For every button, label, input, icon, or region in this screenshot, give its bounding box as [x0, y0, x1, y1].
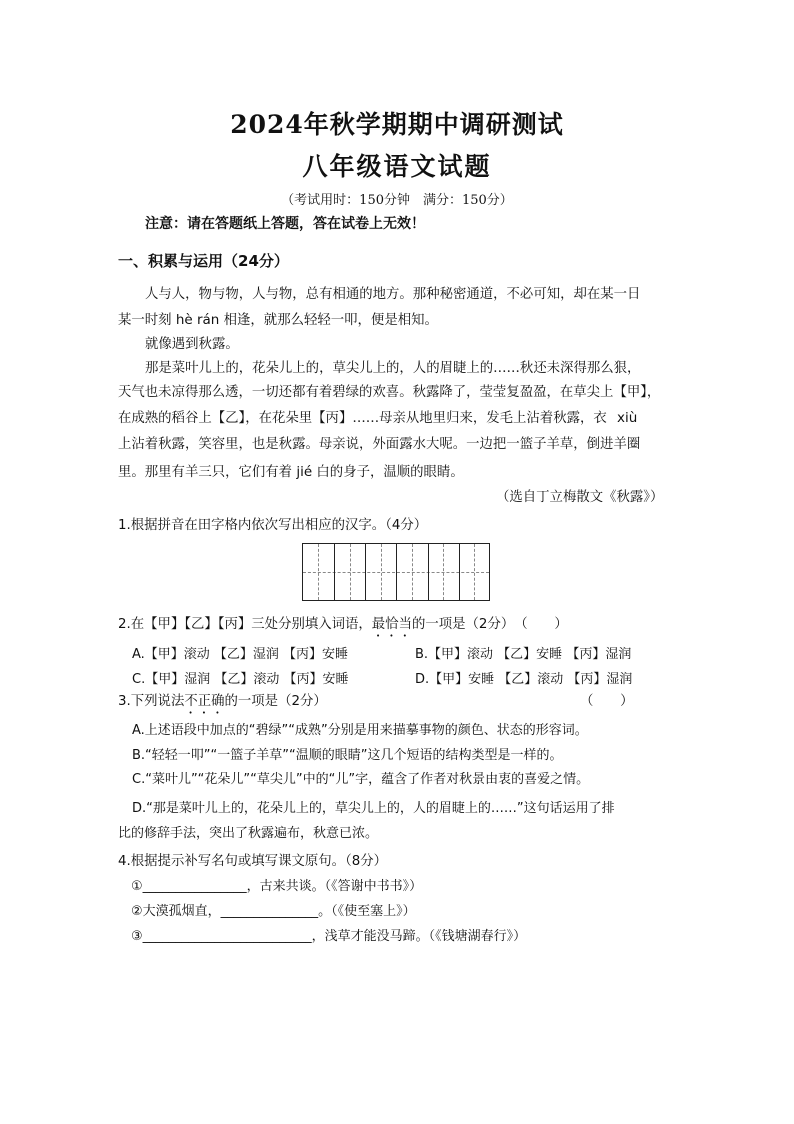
grid-divider [428, 544, 429, 600]
passage-line: 那是菜叶儿上的，花朵儿上的，草尖儿上的，人的眉睫上的……秋还未深得那么狠， [145, 361, 641, 376]
emphasized-text: 不正确 [184, 694, 225, 709]
passage-text: 某一时刻 [118, 313, 172, 328]
question-text: 的一项是（2分） [224, 694, 327, 709]
exam-subtitle: 八年级语文试题 [302, 152, 492, 181]
emphasized-text: 最恰当 [371, 617, 412, 632]
passage-text: 白的身子，温顺的眼睛。 [316, 465, 464, 480]
grid-divider [381, 544, 382, 600]
option-a[interactable]: A.【甲】滚动 【乙】湿润 【丙】安睡 [132, 647, 349, 662]
passage-text: 在成熟的稻谷上【乙】，在花朵里【丙】……母亲从地里归来，发毛上沾着秋露，衣 [118, 411, 607, 426]
grid-divider [318, 544, 319, 600]
passage-source: （选自丁立梅散文《秋露》） [496, 490, 664, 505]
fill-blank-3[interactable]: ③__________________________，浅草才能没马蹄。（《钱塘湖春行》） [131, 929, 527, 944]
question-4: 4.根据提示补写名句或填写课文原句。（8分） [118, 854, 388, 869]
exam-info: （考试用时：150分钟 满分：150分） [281, 193, 513, 208]
exam-notice: 注意：请在答题纸上答题，答在试卷上无效！ [145, 216, 425, 232]
option-d[interactable]: D.【甲】安睡 【乙】滚动 【丙】湿润 [415, 672, 633, 687]
fill-blank-1[interactable]: ①________________，古来共谈。（《答谢中书书》） [131, 879, 423, 894]
grid-divider [350, 544, 351, 600]
passage-text: 相逢，就那么轻轻一叩，便是相知。 [223, 313, 438, 328]
grid-divider [396, 544, 397, 600]
section-heading: 一、积累与运用（24分） [118, 252, 289, 270]
question-text: 3.下列说法 [118, 694, 185, 709]
pinyin-blank: xiù [617, 410, 638, 426]
tianzige-grid[interactable] [302, 543, 490, 601]
passage-line [118, 462, 464, 483]
option-a[interactable]: A.上述语段中加点的“碧绿”“成熟”分别是用来描摹事物的颜色、状态的形容词。 [132, 723, 588, 738]
grid-divider [412, 544, 413, 600]
passage-line [118, 408, 637, 429]
grid-divider [365, 544, 366, 600]
option-c[interactable]: C.“菜叶儿”“花朵儿”“草尖儿”中的“儿”字，蕴含了作者对秋景由衷的喜爱之情。 [132, 772, 590, 787]
grid-divider [474, 544, 475, 600]
question-text: 2.在【甲】【乙】【丙】三处分别填入词语， [118, 617, 372, 632]
passage-line: 天气也未凉得那么透，一切还都有着碧绿的欢喜。秋露降了，莹莹复盈盈，在草尖上【甲】， [118, 385, 661, 400]
pinyin-blank: hè rán [175, 312, 220, 328]
option-b[interactable]: B.“轻轻一叩”“一篮子羊草”“温顺的眼睛”这几个短语的结构类型是一样的。 [132, 748, 563, 763]
option-b[interactable]: B.【甲】滚动 【乙】安睡 【丙】湿润 [415, 647, 632, 662]
passage-text: 里。那里有羊三只，它们有着 [118, 465, 293, 480]
question-2 [118, 613, 568, 640]
grid-divider [443, 544, 444, 600]
exam-title: 2024年秋学期期中调研测试 [230, 110, 564, 139]
passage-line: 人与人，物与物，人与物，总有相通的地方。那种秘密通道，不必可知，却在某一日 [145, 287, 641, 302]
option-d[interactable]: D.“那是菜叶儿上的，花朵儿上的，草尖儿上的，人的眉睫上的……”这句话运用了排 [132, 801, 615, 816]
answer-paren: （ ） [580, 694, 634, 709]
fill-blank-2[interactable]: ②大漠孤烟直，_______________。（《使至塞上》） [131, 904, 416, 919]
passage-line: 上沾着秋露，笑容里，也是秋露。母亲说，外面露水大呢。一边把一篮子羊草，倒进羊圈 [118, 437, 641, 452]
pinyin-blank: jié [296, 464, 313, 480]
question-3 [118, 690, 327, 717]
question-text: 的一项是（2分） （ ） [411, 617, 568, 632]
grid-divider [459, 544, 460, 600]
option-d-continued: 比的修辞手法，突出了秋露遍布，秋意已浓。 [118, 826, 379, 841]
grid-divider [334, 544, 335, 600]
passage-line: 就像遇到秋露。 [145, 337, 239, 352]
passage-line [118, 310, 438, 331]
option-c[interactable]: C.【甲】湿润 【乙】滚动 【丙】安睡 [132, 672, 349, 687]
question-1: 1.根据拼音在田字格内依次写出相应的汉字。（4分） [118, 518, 428, 533]
